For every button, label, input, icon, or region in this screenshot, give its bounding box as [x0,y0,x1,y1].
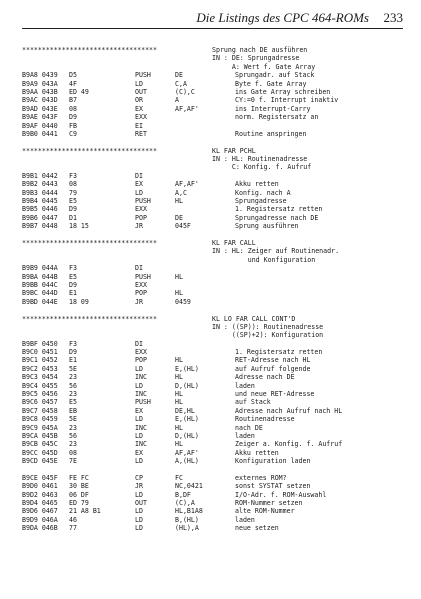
comment: 1. Registersatz retten [235,348,323,357]
comment: Adresse nach DE [235,373,295,382]
mnemonic: INC [135,440,147,449]
address: B9BD 044E [22,297,58,306]
address: B9CC 045D [22,448,58,457]
opcode-bytes: D9 [69,348,77,357]
code-line [22,96,412,104]
opcode-bytes: D5 [69,71,77,80]
comment: Byte f. Gate Array [235,79,307,88]
operand: FC [175,473,183,482]
opcode-bytes: EB [69,406,77,415]
operand: AF,AF' [175,448,199,457]
address: B9B7 0448 [22,222,58,231]
mnemonic: LD [135,415,143,424]
opcode-bytes: 18 15 [69,222,89,231]
code-line [22,340,412,348]
routine-io-text: und Konfiguration [212,255,316,264]
operand: C,A [175,79,187,88]
mnemonic: PUSH [135,398,151,407]
opcode-bytes: 08 [69,104,77,113]
opcode-bytes: 56 [69,381,77,390]
opcode-bytes: F3 [69,339,77,348]
opcode-bytes: F3 [69,171,77,180]
mnemonic: LD [135,79,143,88]
separator-stars: ********************************** [22,146,157,155]
comment: ROM-Nummer setzen [235,499,303,508]
code-line [22,122,412,130]
address: B9C6 0457 [22,398,58,407]
code-line [22,373,412,381]
operand: E,(HL) [175,415,199,424]
code-line [22,382,412,390]
code-line [22,197,412,205]
operand: HL [175,356,183,365]
code-line [22,205,412,213]
mnemonic: EX [135,406,143,415]
comment: auf Aufruf folgende [235,364,311,373]
mnemonic: EXX [135,113,147,122]
opcode-bytes: 06 DF [69,490,89,499]
code-line [22,507,412,515]
operand: HL,B1A8 [175,507,203,516]
code-line [22,390,412,398]
comment: norm. Registersatz an [235,113,319,122]
mnemonic: EXX [135,205,147,214]
mnemonic: INC [135,390,147,399]
block-gap [22,466,412,474]
operand: A,C [175,188,187,197]
code-line [22,499,412,507]
opcode-bytes: 77 [69,524,77,533]
code-line [22,189,412,197]
mnemonic: OR [135,96,143,105]
mnemonic: EXX [135,280,147,289]
routine-io-text: IN : ((SP)): Routinenadresse [212,322,324,331]
opcode-bytes: 56 [69,431,77,440]
listing-block [22,474,412,533]
code-line [22,449,412,457]
code-line [22,440,412,448]
opcode-bytes: FE FC [69,473,89,482]
address: B9A9 043A [22,79,58,88]
routine-io-line [22,163,412,171]
routine-io-text: IN : DE: Sprungadresse [212,54,300,63]
comment: ins Interrupt-Carry [235,104,311,113]
routine-io-line [22,155,412,163]
opcode-bytes: D9 [69,205,77,214]
opcode-bytes: 08 [69,180,77,189]
address: B9A8 0439 [22,71,58,80]
block-header-line [22,147,412,155]
mnemonic: LD [135,381,143,390]
address: B9C5 0456 [22,390,58,399]
code-line [22,289,412,297]
address: B9AF 0440 [22,121,58,130]
code-line [22,491,412,499]
address: B9CA 045B [22,431,58,440]
mnemonic: EX [135,180,143,189]
routine-label: KL FAR PCHL [212,146,256,155]
opcode-bytes: 21 A8 B1 [69,507,101,516]
comment: Akku retten [235,448,279,457]
operand: 0459 [175,297,191,306]
routine-io-text: IN : HL: Routinenadresse [212,155,308,164]
address: B9BB 044C [22,280,58,289]
address: B9AC 043D [22,96,58,105]
code-line [22,130,412,138]
operand: B,(HL) [175,515,199,524]
address: B9B9 044A [22,264,58,273]
routine-io-line [22,247,412,255]
mnemonic: RET [135,129,147,138]
listing-block [22,315,412,466]
address: B9CD 045E [22,457,58,466]
code-line [22,273,412,281]
code-line [22,222,412,230]
address: B9B0 0441 [22,129,58,138]
comment: Akku retten [235,180,279,189]
opcode-bytes: D1 [69,213,77,222]
mnemonic: POP [135,289,147,298]
code-line [22,88,412,96]
code-line [22,474,412,482]
listing-block [22,46,412,138]
code-line [22,482,412,490]
address: B9AE 043F [22,113,58,122]
mnemonic: CP [135,473,143,482]
opcode-bytes: D9 [69,280,77,289]
comment: laden [235,431,255,440]
mnemonic: EXX [135,348,147,357]
opcode-bytes: 23 [69,373,77,382]
operand: HL [175,289,183,298]
mnemonic: LD [135,507,143,516]
opcode-bytes: 5E [69,415,77,424]
block-header-line [22,46,412,54]
address: B9C2 0453 [22,364,58,373]
code-line [22,180,412,188]
mnemonic: LD [135,457,143,466]
opcode-bytes: 79 [69,188,77,197]
opcode-bytes: FB [69,121,77,130]
comment: laden [235,515,255,524]
opcode-bytes: B7 [69,96,77,105]
address: B9B3 0444 [22,188,58,197]
operand: A [175,96,179,105]
opcode-bytes: D9 [69,113,77,122]
address: B9C4 0455 [22,381,58,390]
page-title: Die Listings des CPC 464-ROMs [196,10,369,25]
comment: auf Stack [235,398,271,407]
opcode-bytes: 08 [69,448,77,457]
mnemonic: DI [135,264,143,273]
opcode-bytes: 30 BE [69,482,89,491]
code-line [22,365,412,373]
operand: (C),A [175,499,195,508]
address: B9D9 046A [22,515,58,524]
mnemonic: PUSH [135,197,151,206]
mnemonic: JR [135,222,143,231]
page-number: 233 [383,10,403,25]
operand: A,(HL) [175,457,199,466]
address: B9B2 0443 [22,180,58,189]
mnemonic: INC [135,423,147,432]
routine-io-text: A: Wert f. Gate Array [212,62,316,71]
comment: Sprungadresse nach DE [235,213,319,222]
comment: externes ROM? [235,473,287,482]
opcode-bytes: 7E [69,457,77,466]
mnemonic: JR [135,297,143,306]
routine-io-line [22,256,412,264]
operand: HL [175,373,183,382]
code-line [22,348,412,356]
address: B9B1 0442 [22,171,58,180]
operand: HL [175,390,183,399]
operand: DE,HL [175,406,195,415]
address: B9D4 0465 [22,499,58,508]
mnemonic: EI [135,121,143,130]
comment: Zeiger a. Konfig. f. Aufruf [235,440,343,449]
code-line [22,516,412,524]
address: B9C1 0452 [22,356,58,365]
comment: Routine anspringen [235,129,307,138]
code-line [22,172,412,180]
routine-label: Sprung nach DE ausführen [212,46,308,54]
opcode-bytes: E5 [69,197,77,206]
block-gap [22,138,412,146]
operand: (HL),A [175,524,199,533]
address: B9BC 044D [22,289,58,298]
routine-io-text: ((SP)+2): Konfiguration [212,331,324,340]
mnemonic: LD [135,188,143,197]
mnemonic: POP [135,213,147,222]
operand: HL [175,440,183,449]
routine-io-text: IN : HL: Zeiger auf Routinenadr. [212,247,340,256]
code-line [22,424,412,432]
comment: alte ROM-Nummer [235,507,295,516]
mnemonic: JR [135,482,143,491]
comment: neue setzen [235,524,279,533]
mnemonic: LD [135,364,143,373]
mnemonic: INC [135,373,147,382]
operand: AF,AF' [175,180,199,189]
block-gap [22,306,412,314]
mnemonic: PUSH [135,272,151,281]
mnemonic: LD [135,524,143,533]
address: B9C0 0451 [22,348,58,357]
listing-block [22,147,412,231]
code-line [22,71,412,79]
opcode-bytes: 23 [69,423,77,432]
comment: sonst SYSTAT setzen [235,482,311,491]
operand: HL [175,197,183,206]
address: B9D6 0467 [22,507,58,516]
mnemonic: EX [135,104,143,113]
comment: laden [235,381,255,390]
block-gap [22,231,412,239]
comment: Sprungadresse [235,197,287,206]
code-line [22,524,412,532]
comment: Konfig. nach A [235,188,291,197]
operand: HL [175,272,183,281]
comment: Routinenadresse [235,415,295,424]
comment: Sprung ausführen [235,222,299,231]
code-line [22,281,412,289]
address: B9CE 045F [22,473,58,482]
opcode-bytes: 23 [69,440,77,449]
address: B9D2 0463 [22,490,58,499]
routine-label: KL FAR CALL [212,238,256,247]
mnemonic: LD [135,515,143,524]
mnemonic: LD [135,490,143,499]
operand: B,DF [175,490,191,499]
mnemonic: PUSH [135,71,151,80]
comment: und neue RET-Adresse [235,390,315,399]
operand: AF,AF' [175,104,199,113]
address: B9C3 0454 [22,373,58,382]
code-line [22,407,412,415]
opcode-bytes: 5E [69,364,77,373]
listing-block [22,239,412,306]
operand: DE [175,71,183,80]
code-line [22,457,412,465]
mnemonic: OUT [135,87,147,96]
opcode-bytes: 23 [69,390,77,399]
code-line [22,432,412,440]
operand: HL [175,423,183,432]
comment: Sprungadr. auf Stack [235,71,315,80]
code-line [22,105,412,113]
address: B9C8 0459 [22,415,58,424]
comment: I/O-Adr. f. ROM-Auswahl [235,490,327,499]
address: B9AA 043B [22,87,58,96]
routine-label: KL LO FAR CALL CONT'D [212,314,296,323]
comment: CY:=0 f. Interrupt inaktiv [235,96,339,105]
address: B9B4 0445 [22,197,58,206]
comment: Konfiguration laden [235,457,311,466]
opcode-bytes: ED 49 [69,87,89,96]
separator-stars: ********************************** [22,46,157,54]
address: B9AD 043E [22,104,58,113]
page-header [22,10,403,29]
opcode-bytes: E1 [69,289,77,298]
block-header-line [22,239,412,247]
separator-stars: ********************************** [22,238,157,247]
opcode-bytes: 46 [69,515,77,524]
opcode-bytes: E1 [69,356,77,365]
opcode-bytes: ED 79 [69,499,89,508]
address: B9D0 0461 [22,482,58,491]
code-line [22,356,412,364]
mnemonic: EX [135,448,143,457]
operand: D,(HL) [175,431,199,440]
operand: 045F [175,222,191,231]
block-header-line [22,315,412,323]
opcode-bytes: E5 [69,272,77,281]
routine-io-line [22,323,412,331]
address: B9B5 0446 [22,205,58,214]
opcode-bytes: 4F [69,79,77,88]
routine-io-line [22,63,412,71]
comment: Adresse nach Aufruf nach HL [235,406,343,415]
operand: (C),C [175,87,195,96]
code-line [22,298,412,306]
separator-stars: ********************************** [22,314,157,323]
code-line [22,415,412,423]
routine-io-text: C: Konfig. f. Aufruf [212,163,312,172]
opcode-bytes: 18 09 [69,297,89,306]
mnemonic: OUT [135,499,147,508]
address: B9B6 0447 [22,213,58,222]
code-line [22,398,412,406]
address: B9BA 044B [22,272,58,281]
address: B9C9 045A [22,423,58,432]
comment: nach DE [235,423,263,432]
comment: 1. Registersatz retten [235,205,323,214]
opcode-bytes: C9 [69,129,77,138]
mnemonic: LD [135,431,143,440]
mnemonic: DI [135,171,143,180]
operand: HL [175,398,183,407]
routine-io-line [22,54,412,62]
address: B9BF 0450 [22,339,58,348]
operand: DE [175,213,183,222]
code-line [22,80,412,88]
address: B9C7 0458 [22,406,58,415]
comment: ins Gate Array schreiben [235,87,331,96]
operand: NC,0421 [175,482,203,491]
operand: E,(HL) [175,364,199,373]
operand: D,(HL) [175,381,199,390]
mnemonic: DI [135,339,143,348]
opcode-bytes: E5 [69,398,77,407]
code-line [22,264,412,272]
comment: RET-Adresse nach HL [235,356,311,365]
opcode-bytes: F3 [69,264,77,273]
assembly-listing [22,46,412,533]
routine-io-line [22,331,412,339]
mnemonic: POP [135,356,147,365]
code-line [22,214,412,222]
code-line [22,113,412,121]
address: B9CB 045C [22,440,58,449]
address: B9DA 046B [22,524,58,533]
